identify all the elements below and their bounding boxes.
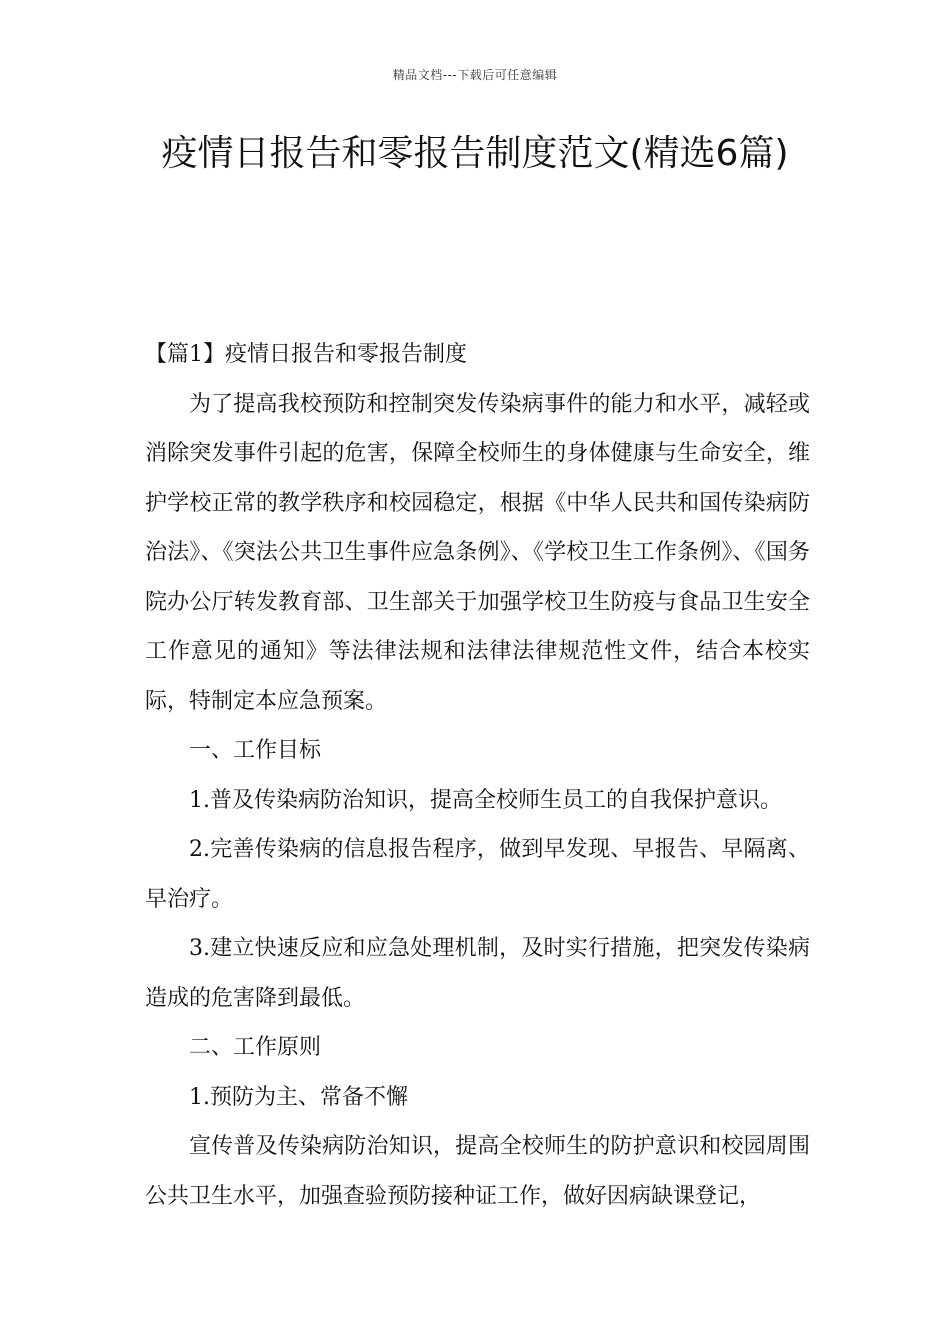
document-title: 疫情日报告和零报告制度范文(精选6篇) — [161, 133, 789, 174]
section-heading: 【篇1】疫情日报告和零报告制度 — [145, 342, 467, 367]
paragraph-principle-1-detail: 宣传普及传染病防治知识，提高全校师生的防护意识和校园周围公共卫生水平，加强查验预防接种证工作，做好因病缺课登记， — [145, 1134, 810, 1209]
paragraph-goal-2: 2.完善传染病的信息报告程序，做到早发现、早报告、早隔离、早治疗。 — [145, 837, 810, 912]
header-note: 精品文档---下载后可任意编辑 — [392, 68, 558, 82]
paragraph-intro: 为了提高我校预防和控制突发传染病事件的能力和水平，减轻或消除突发事件引起的危害，保障全校师生的身体健康与生命安全，维护学校正常的教学秩序和校园稳定，根据《中华人民共和国传染病防治法》、《突法公共卫生事件应急条例》、《学校卫生工作条例》、《国务院办公厅转发教育部、卫生部关于加强学校卫生防疫与食品卫生安全工作意见的通知》等法律法规和法律法律规范性文件，结合本校实际，特制定本应急预案。 — [145, 391, 810, 714]
heading-work-goals: 一、工作目标 — [189, 738, 322, 763]
document-body — [145, 330, 810, 1221]
paragraph-goal-1: 1.普及传染病防治知识，提高全校师生员工的自我保护意识。 — [189, 787, 782, 813]
paragraph-goal-3: 3.建立快速反应和应急处理机制，及时实行措施，把突发传染病造成的危害降到最低。 — [145, 936, 810, 1011]
heading-work-principles: 二、工作原则 — [189, 1035, 322, 1060]
paragraph-principle-1: 1.预防为主、常备不懈 — [189, 1084, 408, 1110]
